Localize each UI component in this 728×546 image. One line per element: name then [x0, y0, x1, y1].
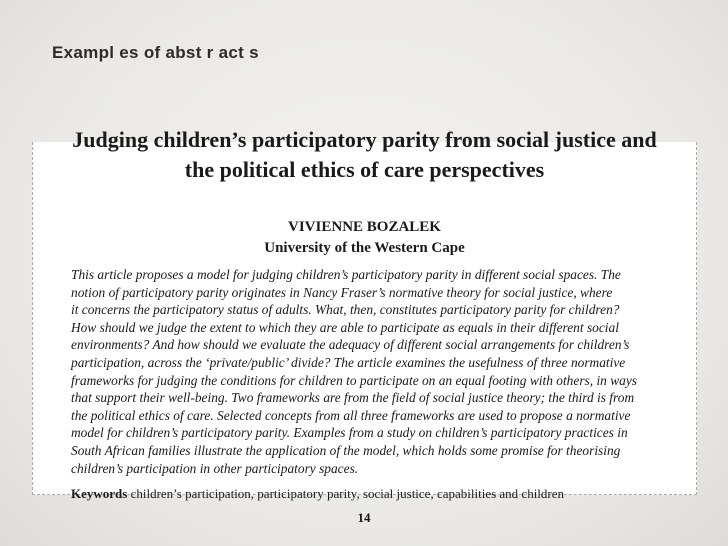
article-author: VIVIENNE BOZALEK [288, 219, 441, 235]
keywords-text: children’s participation, participatory parity, social justice, capabilities and children [130, 486, 565, 501]
abstract-line: notion of participatory parity originates in Nancy Fraser’s normative theory for social justice, where [71, 284, 613, 300]
article-title-line-1: Judging children’s participatory parity from social justice and [72, 127, 657, 152]
abstract-line: the political ethics of care. Selected concepts from all three frameworks are used to propose a normative [71, 407, 631, 423]
page-number: 14 [357, 510, 371, 525]
abstract-line: children’s participation in other participatory spaces. [71, 460, 359, 476]
abstract-line: environments? And how should we evaluate the adequacy of different social arrangements for children’s [71, 337, 630, 353]
slide-title: Exampl es of abst r act s [52, 43, 259, 62]
abstract-line: participation, across the ‘private/public’ divide? The article examines the usefulness of three normative [71, 354, 626, 370]
article-keywords [71, 486, 671, 502]
abstract-line: model for children’s participatory parity. Examples from a study on children’s participatory practices in [71, 425, 628, 441]
abstract-line: South African families illustrate the application of the model, which holds some promise for theorising [71, 442, 621, 458]
article-abstract [71, 266, 671, 477]
abstract-line: that support their well-being. Two frameworks are from the field of social justice theory; the third is from [71, 390, 635, 406]
article-excerpt [32, 127, 697, 501]
keywords-label: Keywords [71, 486, 128, 501]
abstract-line: How should we judge the extent to which they are able to participate as equals in their different social [71, 319, 619, 335]
abstract-line: it concerns the participatory status of adults. What, then, constitutes participatory parity for children? [71, 302, 620, 318]
abstract-line: frameworks for judging the conditions for children to participate on an equal footing with others, in ways [71, 372, 637, 388]
abstract-line: This article proposes a model for judging children’s participatory parity in different social spaces. The [71, 267, 621, 282]
article-affiliation: University of the Western Cape [264, 240, 465, 256]
article-title-line-2: the political ethics of care perspectives [184, 157, 545, 182]
